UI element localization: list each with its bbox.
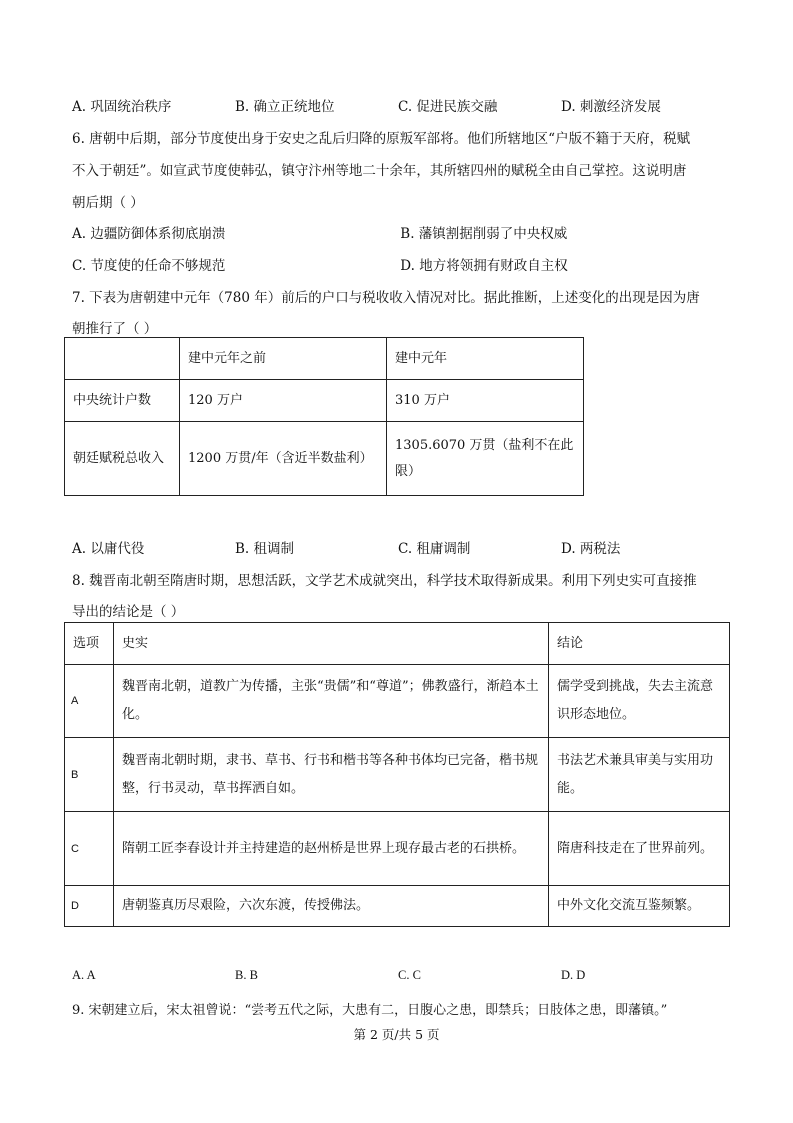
q6-stem-line-3: 朝后期（ ） xyxy=(72,195,144,211)
q6-option-c: C. 节度使的任命不够规范 xyxy=(72,258,226,274)
q8-option-d: D. D xyxy=(561,968,586,982)
q5-option-d: D. 刺激经济发展 xyxy=(561,99,661,115)
table-row xyxy=(65,422,584,496)
q7-row2-before: 1200 万贯/年（含近半数盐利） xyxy=(180,422,387,496)
table-row xyxy=(65,665,730,738)
q8-option-c: C. C xyxy=(398,968,421,982)
q7-option-b: B. 租调制 xyxy=(235,541,295,557)
q7-header-after: 建中元年 xyxy=(387,338,584,380)
q7-options xyxy=(72,537,732,557)
q6-option-a: A. 边疆防御体系彻底崩溃 xyxy=(72,226,226,242)
q8-row-b-conclusion: 书法艺术兼具审美与实用功能。 xyxy=(549,738,730,812)
q8-option-a: A. A xyxy=(72,968,96,982)
q7-option-d: D. 两税法 xyxy=(561,541,621,557)
q8-header-option: 选项 xyxy=(65,623,114,665)
q6-stem-line-1: 6. 唐朝中后期，部分节度使出身于安史之乱后归降的原叛军部将。他们所辖地区“户版不籍于天府，税赋 xyxy=(72,131,691,147)
q8-options xyxy=(72,968,732,983)
q8-row-a-fact: 魏晋南北朝，道教广为传播，主张“贵儒”和“尊道”；佛教盛行，渐趋本土化。 xyxy=(114,665,549,738)
q8-stem-line-1: 8. 魏晋南北朝至隋唐时期，思想活跃，文学艺术成就突出，科学技术取得新成果。利用下列史实可直接推 xyxy=(72,573,697,589)
q8-option-b: B. B xyxy=(235,968,258,982)
table-row xyxy=(65,812,730,886)
q7-table xyxy=(64,337,584,496)
q7-stem-line-1: 7. 下表为唐朝建中元年（780 年）前后的户口与税收收入情况对比。据此推断，上述变化的出现是因为唐 xyxy=(72,290,700,306)
q8-row-c-conclusion: 隋唐科技走在了世界前列。 xyxy=(549,812,730,886)
q7-header-before: 建中元年之前 xyxy=(180,338,387,380)
q7-row1-label: 中央统计户数 xyxy=(65,380,180,422)
q5-option-c: C. 促进民族交融 xyxy=(398,99,498,115)
q7-row1-after: 310 万户 xyxy=(387,380,584,422)
q6-stem-line-2: 不入于朝廷”。如宣武节度使韩弘，镇守汴州等地二十余年，其所辖四州的赋税全由自己掌控。这说明唐 xyxy=(72,163,687,179)
q8-row-d-conclusion: 中外文化交流互鉴频繁。 xyxy=(549,886,730,927)
q7-option-c: C. 租庸调制 xyxy=(398,541,471,557)
table-row xyxy=(65,380,584,422)
q8-table xyxy=(64,622,730,927)
table-row xyxy=(65,338,584,380)
table-row xyxy=(65,886,730,927)
q7-option-a: A. 以庸代役 xyxy=(72,541,145,557)
q6-options-row-1 xyxy=(72,222,732,242)
q9-stem-line-1: 9. 宋朝建立后，宋太祖曾说：“尝考五代之际，大患有二，日腹心之患，即禁兵；日肢体之患，即藩镇。” xyxy=(72,1003,668,1018)
q5-options xyxy=(72,95,732,115)
q7-row1-before: 120 万户 xyxy=(180,380,387,422)
q7-row2-label: 朝廷赋税总收入 xyxy=(65,422,180,496)
q5-option-a: A. 巩固统治秩序 xyxy=(72,99,172,115)
q8-row-b-fact: 魏晋南北朝时期，隶书、草书、行书和楷书等各种书体均已完备，楷书规整，行书灵动，草书挥洒自如。 xyxy=(114,738,549,812)
q8-stem-line-2: 导出的结论是（ ） xyxy=(72,604,185,620)
q8-header-fact: 史实 xyxy=(114,623,549,665)
q8-row-a-option: A xyxy=(65,665,114,738)
q8-header-conclusion: 结论 xyxy=(549,623,730,665)
q8-row-c-fact: 隋朝工匠李春设计并主持建造的赵州桥是世界上现存最古老的石拱桥。 xyxy=(114,812,549,886)
q8-row-d-fact: 唐朝鉴真历尽艰险，六次东渡，传授佛法。 xyxy=(114,886,549,927)
table-row xyxy=(65,623,730,665)
q7-row2-after: 1305.6070 万贯（盐利不在此限） xyxy=(387,422,584,496)
q6-options-row-2 xyxy=(72,254,732,274)
q8-row-a-conclusion: 儒学受到挑战，失去主流意识形态地位。 xyxy=(549,665,730,738)
q6-option-d: D. 地方将领拥有财政自主权 xyxy=(400,258,568,274)
q7-stem-line-2: 朝推行了（ ） xyxy=(72,321,158,337)
q5-option-b: B. 确立正统地位 xyxy=(235,99,335,115)
page-number-footer: 第 2 页/共 5 页 xyxy=(353,1027,440,1042)
q8-row-c-option: C xyxy=(65,812,114,886)
q8-row-b-option: B xyxy=(65,738,114,812)
q6-option-b: B. 藩镇割据削弱了中央权威 xyxy=(400,226,568,242)
q7-header-cell-empty xyxy=(65,338,180,380)
q8-row-d-option: D xyxy=(65,886,114,927)
table-row xyxy=(65,738,730,812)
